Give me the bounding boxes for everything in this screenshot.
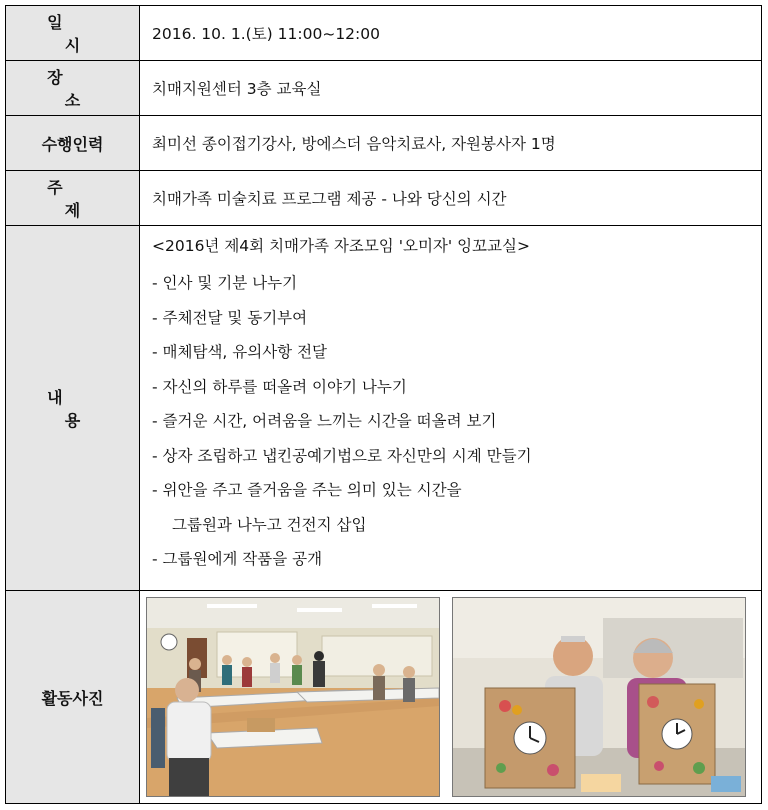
list-item: - 자신의 하루를 떠올려 이야기 나누기 — [152, 377, 407, 396]
list-item: - 즐거운 시간, 어려움을 느끼는 시간을 떠올려 보기 — [152, 412, 497, 430]
row-date — [6, 6, 762, 61]
row-place — [6, 61, 762, 116]
list-item — [152, 508, 749, 543]
list-item: - 그룹원에게 작품을 공개 — [152, 550, 323, 568]
classroom-photo-image — [147, 598, 439, 796]
photo-area — [140, 591, 761, 803]
content-list — [152, 266, 749, 577]
label-place: 장 소 — [6, 61, 140, 116]
label-staff: 수행인력 — [6, 116, 140, 171]
label-topic: 주 제 — [6, 171, 140, 226]
activity-photo-classroom — [146, 597, 440, 797]
label-photos: 활동사진 — [6, 591, 140, 804]
value-topic: 치매가족 미술치료 프로그램 제공 - 나와 당신의 시간 — [140, 171, 762, 226]
value-content — [140, 226, 762, 591]
row-photos — [6, 591, 762, 804]
value-date: 2016. 10. 1.(토) 11:00~12:00 — [140, 6, 762, 61]
activity-report-table — [5, 5, 762, 804]
list-item: - 상자 조립하고 냅킨공예기법으로 자신만의 시계 만들기 — [152, 446, 532, 465]
list-item-continued: 그룹원과 나누고 건전지 삽입 — [172, 515, 367, 534]
list-item: - 위안을 주고 즐거움을 주는 의미 있는 시간을 — [152, 481, 462, 499]
value-place: 치매지원센터 3층 교육실 — [140, 61, 762, 116]
label-content: 내 용 — [6, 226, 140, 591]
row-topic — [6, 171, 762, 226]
value-staff: 최미선 종이접기강사, 방에스더 음악치료사, 자원봉사자 1명 — [140, 116, 762, 171]
row-staff — [6, 116, 762, 171]
list-item: - 매체탐색, 유의사항 전달 — [152, 343, 328, 361]
clocks-photo-image — [453, 598, 745, 796]
content-box — [140, 226, 761, 587]
list-item: - 인사 및 기분 나누기 — [152, 274, 298, 292]
activity-photo-clocks — [452, 597, 746, 797]
label-date: 일 시 — [6, 6, 140, 61]
list-item: - 주체전달 및 동기부여 — [152, 308, 308, 327]
content-headline: <2016년 제4회 치매가족 자조모임 '오미자' 잉꼬교실> — [152, 237, 530, 255]
row-content — [6, 226, 762, 591]
value-photos — [140, 591, 762, 804]
